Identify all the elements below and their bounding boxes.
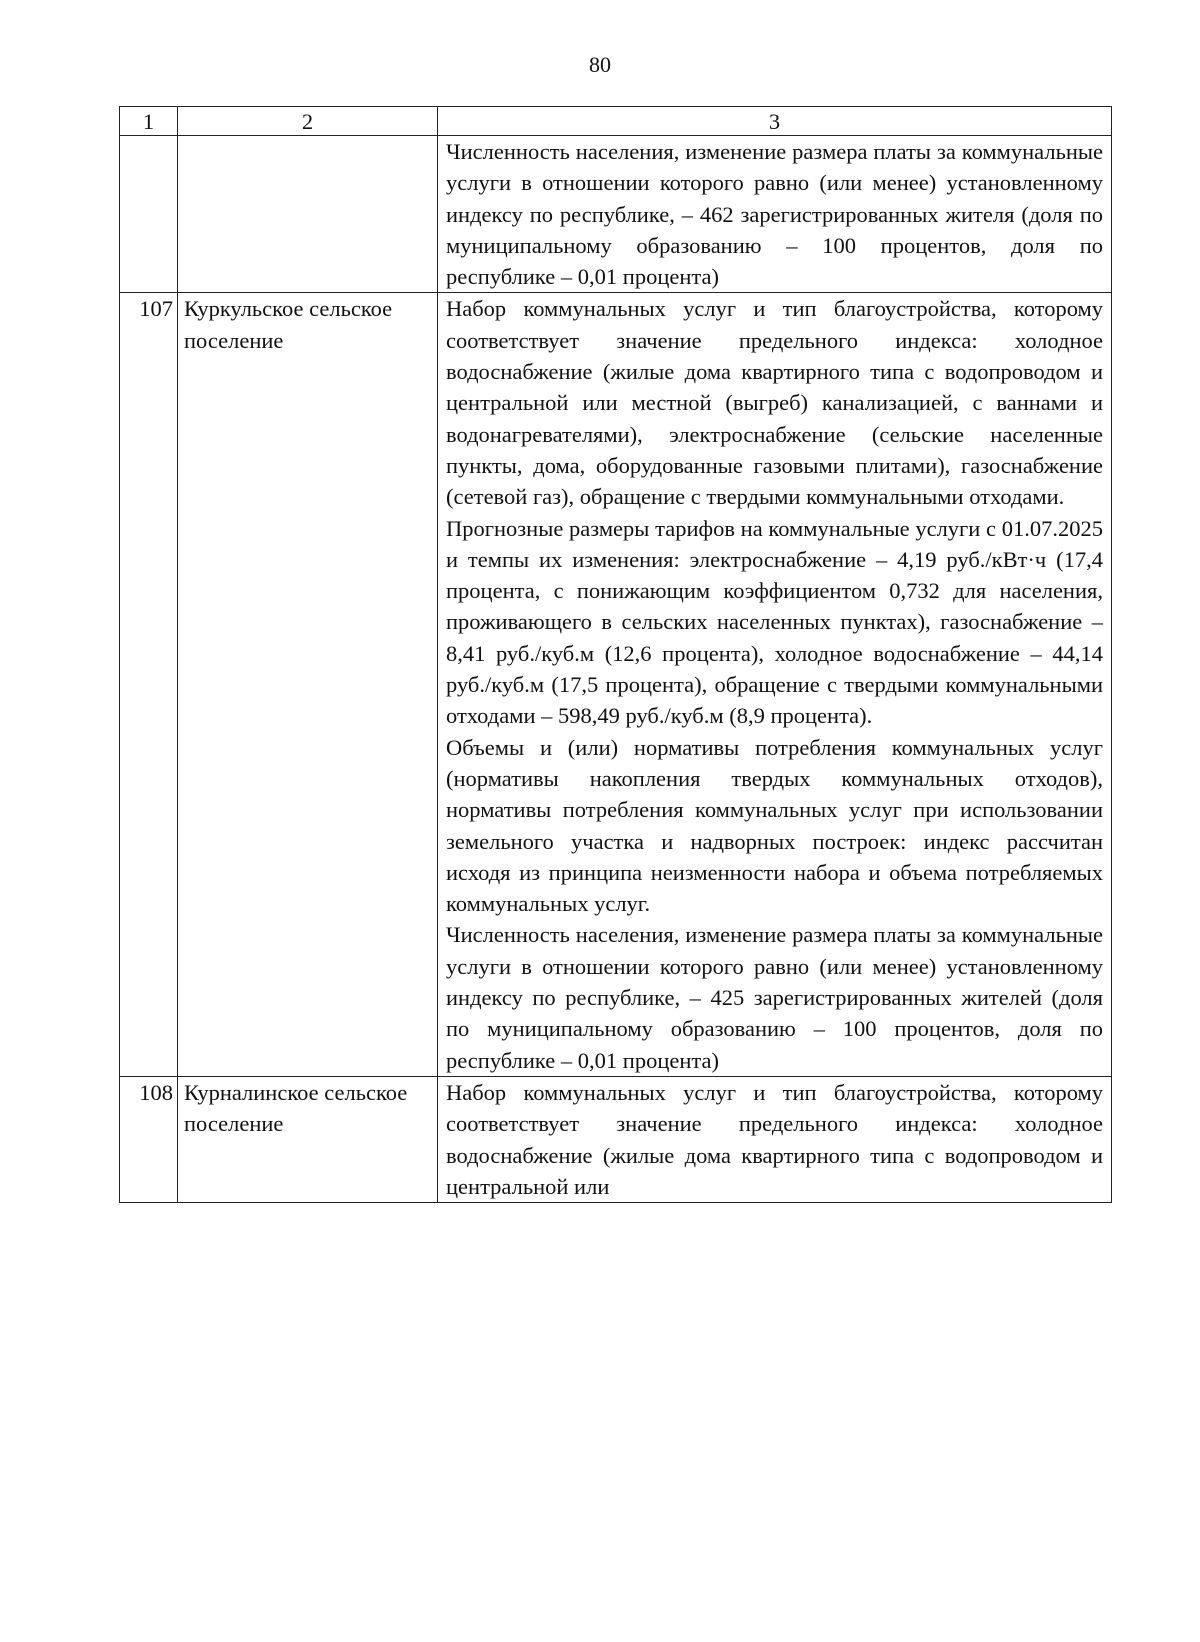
- page-number: 80: [589, 52, 611, 77]
- description-cell: [438, 136, 1112, 293]
- header-cell-1: 1: [120, 107, 178, 136]
- description-cell: [438, 293, 1112, 1076]
- paragraph: Набор коммунальных услуг и тип благоустройства, которому соответствует значение предельного индекса: холодное водоснабжение (жилые дома квартирного типа с водопроводом и центральной или местной (выгреб) канализацией, с ваннами и водонагревателями), электроснабжение (сельские населенные пункты, дома, оборудованные газовыми плитами), газоснабжение (сетевой газ), обращение с твердыми коммунальными отходами.: [446, 296, 1103, 510]
- table-row: [120, 1076, 1112, 1202]
- table-row: [120, 136, 1112, 293]
- settlement-name: Куркульское сельское поселение: [178, 293, 438, 1076]
- settlement-name: [178, 136, 438, 293]
- paragraph: Объемы и (или) нормативы потребления коммунальных услуг (нормативы накопления твердых коммунальных отходов), нормативы потребления коммунальных услуг при использовании земельного участка и надворных построек: индекс рассчитан исходя из принципа неизменности набора и объема потребляемых коммунальных услуг.: [446, 734, 1103, 917]
- row-number: 107: [120, 293, 178, 1076]
- paragraph: Прогнозные размеры тарифов на коммунальные услуги с 01.07.2025 и темпы их изменения: электроснабжение – 4,19 руб./кВт·ч (17,4 процента, с понижающим коэффициентом 0,732 для населения, проживающего в сельских населенных пунктах), газоснабжение – 8,41 руб./куб.м (12,6 процента), холодное водоснабжение – 44,14 руб./куб.м (17,5 процента), обращение с твердыми коммунальными отходами – 598,49 руб./куб.м (8,9 процента).: [446, 515, 1103, 729]
- data-table: [119, 106, 1112, 1203]
- paragraph: Набор коммунальных услуг и тип благоустройства, которому соответствует значение предельного индекса: холодное водоснабжение (жилые дома квартирного типа с водопроводом и центральной или: [446, 1079, 1103, 1199]
- description-cell: [438, 1076, 1112, 1202]
- row-number: 108: [120, 1076, 178, 1202]
- paragraph: Численность населения, изменение размера платы за коммунальные услуги в отношении которого равно (или менее) установленному индексу по республике, – 462 зарегистрированных жителя (доля по муниципальному образованию – 100 процентов, доля по республике – 0,01 процента): [446, 139, 1103, 290]
- header-cell-3: 3: [438, 107, 1112, 136]
- row-number: [120, 136, 178, 293]
- table-row: [120, 293, 1112, 1076]
- table-header-row: [120, 107, 1112, 136]
- settlement-name: Курналинское сельское поселение: [178, 1076, 438, 1202]
- header-cell-2: 2: [178, 107, 438, 136]
- paragraph: Численность населения, изменение размера платы за коммунальные услуги в отношении которого равно (или менее) установленному индексу по республике, – 425 зарегистрированных жителей (доля по муниципальному образованию – 100 процентов, доля по республике – 0,01 процента): [446, 922, 1103, 1073]
